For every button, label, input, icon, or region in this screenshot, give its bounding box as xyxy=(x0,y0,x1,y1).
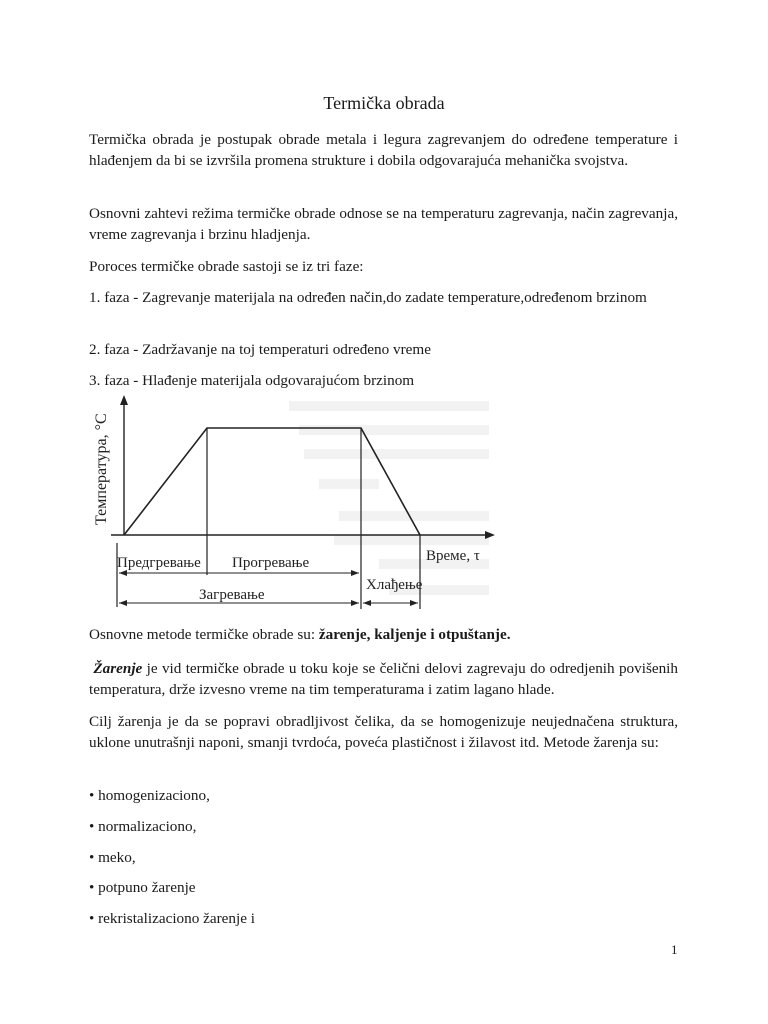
list-item: • rekristalizaciono žarenje i xyxy=(89,910,255,927)
heating-span-arrow-icon xyxy=(351,570,359,576)
goal-paragraph: Cilj žarenja je da se popravi obradljivost čelika, da se homogenizuje neujednačena struktura, uklone unutrašnji naponi, smanji tvrdoća, poveća plastičnost i žilavost itd. Metode žarenja su: xyxy=(89,713,678,751)
methods-bold: žarenje, kaljenje i otpuštanje. xyxy=(318,626,511,643)
total-heating-arrow-icon xyxy=(119,600,127,606)
x-axis-label: Време, τ xyxy=(426,548,480,564)
methods-intro: Osnovne metode termičke obrade su: xyxy=(89,626,319,643)
list-item: • homogenizaciono, xyxy=(89,787,210,804)
heat-treatment-diagram xyxy=(89,393,499,615)
annealing-text: je vid termičke obrade u toku koje se čelični delovi zagrevaju do odredjenih povišenih temperatura, drže izvesno vreme na tim temperaturama i zatim lagano hlade. xyxy=(89,660,679,698)
annealing-term: Žarenje xyxy=(93,660,143,677)
phase-2: 2. faza - Zadržavanje na toj temperaturi određeno vreme xyxy=(89,341,431,358)
phases-intro: Poroces termičke obrade sastoji se iz tri faze: xyxy=(89,258,364,275)
methods-line xyxy=(89,624,511,645)
total-heating-arrow-icon xyxy=(351,600,359,606)
cooling-span-arrow-icon xyxy=(363,600,371,606)
intro-paragraph: Termička obrada je postupak obrade metala i legura zagrevanjem do određene temperature i hlađenjem da bi se izvršila promena strukture i dobila odgovarajuća mehanička svojstva. xyxy=(89,131,678,169)
y-axis-arrow-icon xyxy=(120,395,128,405)
requirements-paragraph: Osnovni zahtevi režima termičke obrade odnose se na temperaturu zagrevanja, način zagrevanja, vreme zagrevanja i brzinu hladjenja. xyxy=(89,205,678,243)
soak-label: Прогревање xyxy=(232,555,310,571)
cooling-label: Хлађење xyxy=(366,577,423,593)
list-item: • normalizaciono, xyxy=(89,818,197,835)
phase-1: 1. faza - Zagrevanje materijala na određen način,do zadate temperature,određenom brzinom xyxy=(89,289,647,306)
list-item: • meko, xyxy=(89,849,136,866)
phase-3: 3. faza - Hlađenje materijala odgovarajućom brzinom xyxy=(89,372,415,389)
y-axis-label: Температура, °C xyxy=(93,413,110,525)
preheat-label: Предгревање xyxy=(117,555,201,571)
page-number: 1 xyxy=(671,942,678,957)
cooling-span-arrow-icon xyxy=(410,600,418,606)
annealing-paragraph xyxy=(89,658,678,700)
list-item: • potpuno žarenje xyxy=(89,879,196,896)
page-title: Termička obrada xyxy=(323,93,445,113)
x-axis-arrow-icon xyxy=(485,531,495,539)
bleed-through-texture xyxy=(289,401,489,595)
heating-label: Загревање xyxy=(199,587,265,603)
